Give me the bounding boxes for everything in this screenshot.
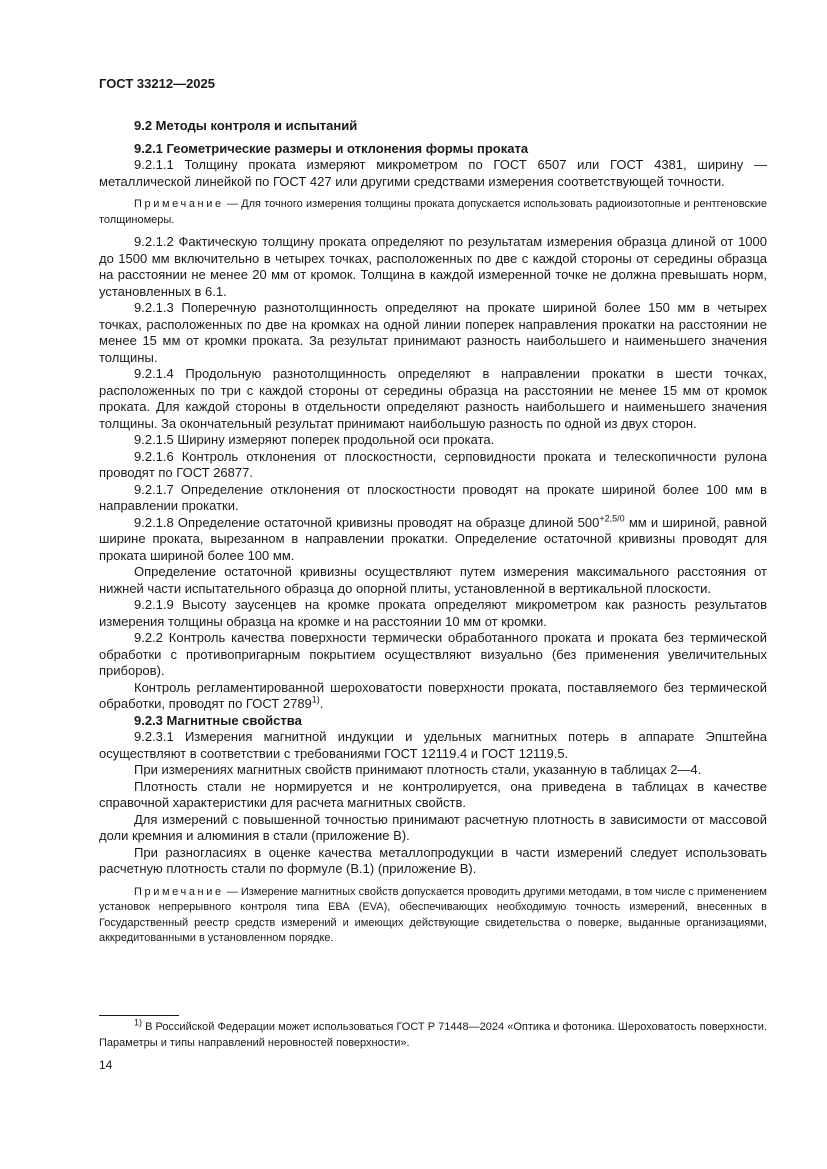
- document-header: ГОСТ 33212—2025: [99, 76, 215, 91]
- footnote-marker: 1): [134, 1017, 143, 1028]
- note: [99, 885, 767, 947]
- tolerance-superscript: +2,5/0: [599, 513, 625, 524]
- paragraph-text: 9.2.1.8 Определение остаточной кривизны проводят на образце длиной 500: [134, 514, 600, 530]
- paragraph: 9.2.1.9 Высоту заусенцев на кромке проката определяют микрометром как разность результатов измерения толщины образца на кромке и на расстоянии 10 мм от кромки.: [99, 597, 767, 629]
- footnote-reference[interactable]: 1): [311, 694, 320, 705]
- paragraph: 9.2.1.3 Поперечную разнотолщинность определяют на прокате шириной более 150 мм в четырех точках, расположенных по две на кромках на одной линии поперек направления прокатки на расстоянии не менее 15 мм от кромки проката. За результат принимают разность наибольшего и наименьшего значения толщины.: [99, 300, 767, 365]
- footnote: [99, 1017, 767, 1051]
- paragraph: 9.2.2 Контроль качества поверхности термически обработанного проката и проката без термической обработки с противопригарным покрытием осуществляют визуально (без применения увеличительных приборов).: [99, 630, 767, 678]
- paragraph: 9.2.1.1 Толщину проката измеряют микрометром по ГОСТ 6507 или ГОСТ 4381, ширину — металлической линейкой по ГОСТ 427 или другими средствами измерения соответствующей точности.: [99, 157, 767, 189]
- paragraph: 9.2.1.5 Ширину измеряют поперек продольной оси проката.: [134, 432, 495, 447]
- paragraph: Определение остаточной кривизны осуществляют путем измерения максимального расстояния от нижней части испытательного образца до опорной плиты, установленной в вертикальной плоскости.: [99, 564, 767, 596]
- subsection-title: 9.2.3 Магнитные свойства: [134, 712, 302, 728]
- paragraph: 9.2.1.7 Определение отклонения от плоскостности проводят на прокате шириной более 100 мм в направлении прокатки.: [99, 481, 767, 513]
- page-body: [99, 118, 767, 953]
- paragraph-text: мм и шириной, равной ширине проката, вырезанном в направлении прокатки. Определение остаточной кривизны проводят для проката шириной более 100 мм.: [99, 514, 767, 563]
- section-title: 9.2 Методы контроля и испытаний: [134, 118, 358, 133]
- paragraph: 9.2.1.6 Контроль отклонения от плоскостности, серповидности проката и телескопичности рулона проводят по ГОСТ 26877.: [99, 448, 767, 480]
- paragraph: 9.2.1.2 Фактическую толщину проката определяют по результатам измерения образца длиной от 1000 до 1500 мм включительно в четырех точках, расположенных по две с каждой стороны от середины образца на расстоянии не менее 20 мм от кромок. Толщина в каждой измеренной точке не должна превышать норм, установленных в 6.1.: [99, 234, 767, 299]
- footnote-text: В Российской Федерации может использоваться ГОСТ Р 71448—2024 «Оптика и фотоника. Шероховатость поверхности. Параметры и типы направлений неровностей поверхности».: [99, 1021, 767, 1049]
- subsection-title: 9.2.1 Геометрические размеры и отклонения формы проката: [134, 140, 529, 156]
- note-text: — Измерение магнитных свойств допускается проводить другими методами, в том числе с применением установок непрерывного контроля типа ЕВА (EVA), обеспечивающих необходимую точность измерений, внесенных в Государственный реестр средств измерений и имеющих действующие свидетельства о поверке, выданные организациями, аккредитованными в установленном порядке.: [99, 885, 767, 944]
- footnote-divider: [99, 1015, 179, 1016]
- paragraph-text: Контроль регламентированной шероховатости поверхности проката, поставляемого без термической обработки, проводят по ГОСТ 2789: [99, 679, 767, 711]
- page-number: 14: [99, 1058, 113, 1072]
- paragraph: При измерениях магнитных свойств принимают плотность стали, указанную в таблицах 2—4.: [134, 762, 702, 777]
- note-text: — Для точного измерения толщины проката допускается использовать радиоизотопные и рентгеновские толщиномеры.: [99, 198, 767, 226]
- paragraph-text: .: [319, 696, 324, 711]
- note-label: Примечание: [134, 198, 224, 210]
- paragraph: Для измерений с повышенной точностью принимают расчетную плотность в зависимости от массовой доли кремния и алюминия в стали (приложение В).: [99, 811, 767, 843]
- paragraph: При разногласиях в оценке качества металлопродукции в части измерений следует использовать расчетную плотность стали по формуле (В.1) (приложение В).: [99, 844, 767, 876]
- paragraph: [99, 680, 767, 713]
- paragraph: [99, 515, 767, 565]
- paragraph: 9.2.1.4 Продольную разнотолщинность определяют в направлении прокатки в шести точках, расположенных по три с каждой стороны от середины образца на расстоянии не менее 15 мм от кромок проката. Для каждой стороны в отдельности определяют разность наибольшего и наименьшего значения толщины. За окончательный результат принимают наибольшую разность по одной из двух сторон.: [99, 366, 767, 431]
- note: [99, 197, 767, 228]
- note-label: Примечание: [134, 885, 224, 898]
- paragraph: 9.2.3.1 Измерения магнитной индукции и удельных магнитных потерь в аппарате Эпштейна осуществляют в соответствии с требованиями ГОСТ 12119.4 и ГОСТ 12119.5.: [99, 729, 767, 761]
- paragraph: Плотность стали не нормируется и не контролируется, она приведена в таблицах в качестве справочной характеристики для расчета магнитных свойств.: [99, 778, 767, 810]
